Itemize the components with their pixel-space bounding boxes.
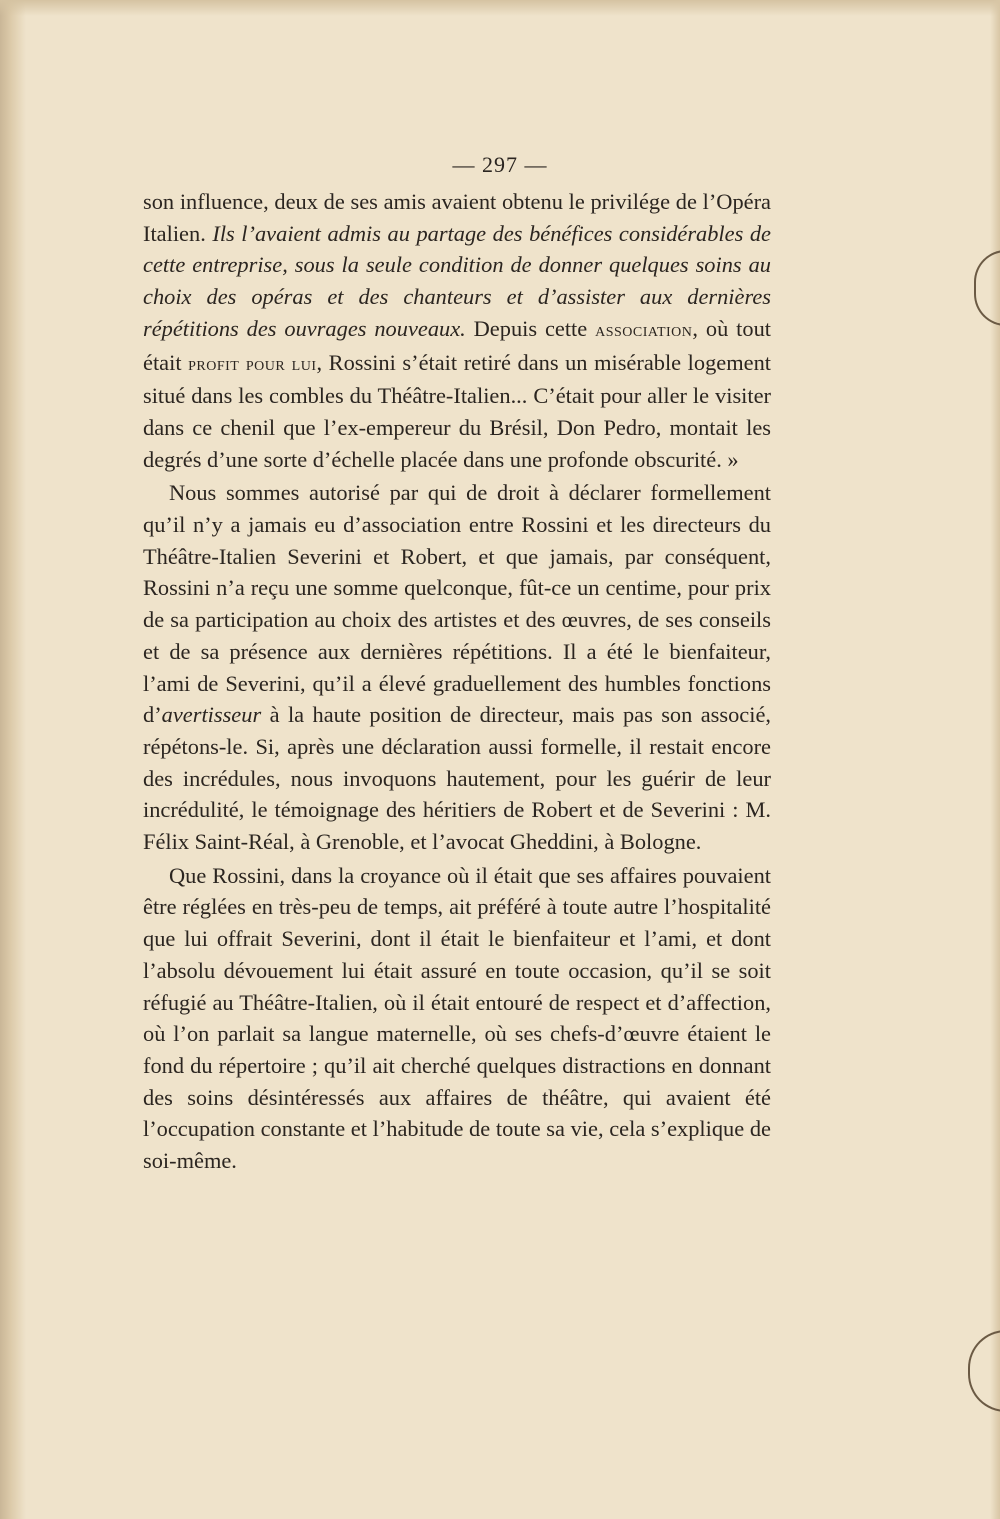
text-run: , Rossini s’était retiré dans un misérable logement situé dans les combles du Théâtre-Italien... C’était pour aller le visiter dans ce chenil que l’ex-empereur du Brésil, Don Pedro, montait les degrés d’une sorte d’échelle placée dans une profonde obscurité. » [143,349,772,472]
paragraph-1 [143,186,771,475]
paragraph-3 [143,860,771,1177]
text-run: à la haute position de directeur, mais pas son associé, répétons-le. Si, après une déclaration aussi formelle, il restait encore des incrédules, nous invoquons hautement, pour les guérir de leur incrédulité, le témoignage des héritiers de Robert et de Severini : M. Félix Saint-Réal, à Grenoble, et l’avocat Gheddini, à Bologne. [143,702,771,855]
italic-text: avertisseur [161,702,262,728]
page-clip-mark-bottom [968,1330,1000,1412]
small-caps-text: profit pour lui [188,352,317,375]
text-run: , où tout était [143,315,771,375]
small-caps-text: association [595,318,693,341]
body-text [143,186,771,1177]
paragraph-2 [143,477,771,857]
text-run: Nous sommes autorisé par qui de droit à déclarer formellement qu’il n’y a jamais eu d’association entre Rossini et les directeurs du Théâtre-Italien Severini et Robert, et que jamais, par conséquent, Rossini n’a reçu une somme quelconque, fût-ce un centime, pour prix de sa participation au choix des artistes et des œuvres, de ses conseils et de sa présence aux dernières répétitions. Il a été le bienfaiteur, l’ami de Severini, qu’il a élevé graduellement des humbles fonctions d’ [143,480,771,728]
page-clip-mark-top [974,250,1000,326]
right-edge-shadow [990,0,1000,1519]
text-run: Que Rossini, dans la croyance où il était que ses affaires pouvaient être réglées en très-peu de temps, ait préféré à toute autre l’hospitalité que lui offrait Severini, dont il était le bienfaiteur et l’ami, et dont l’absolu dévouement lui était assuré en toute occasion, qu’il se soit réfugié au Théâtre-Italien, où il était entouré de respect et d’affection, où l’on parlait sa langue maternelle, où ses chefs-d’œuvre étaient le fond du répertoire ; qu’il ait cherché quelques distractions en donnant des soins désintéressés aux affaires de théâtre, qui avaient été l’occupation constante et l’habitude de toute sa vie, cela s’explique de soi-même. [143,862,771,1174]
spine-shadow [0,0,26,1519]
italic-text: Ils l’avaient admis au partage des bénéfices considérables de cette entreprise, sous la seule condition de donner quelques soins au choix des opéras et des chanteurs et d’assister aux dernières répétitions des ouvrages nouveaux. [143,220,771,341]
page-number: — 297 — [452,152,548,177]
top-edge-shadow [0,0,1000,16]
text-run: son influence, deux de ses amis avaient obtenu le privilége de l’Opéra Italien. [143,189,771,246]
text-run: Depuis cette [465,315,596,341]
